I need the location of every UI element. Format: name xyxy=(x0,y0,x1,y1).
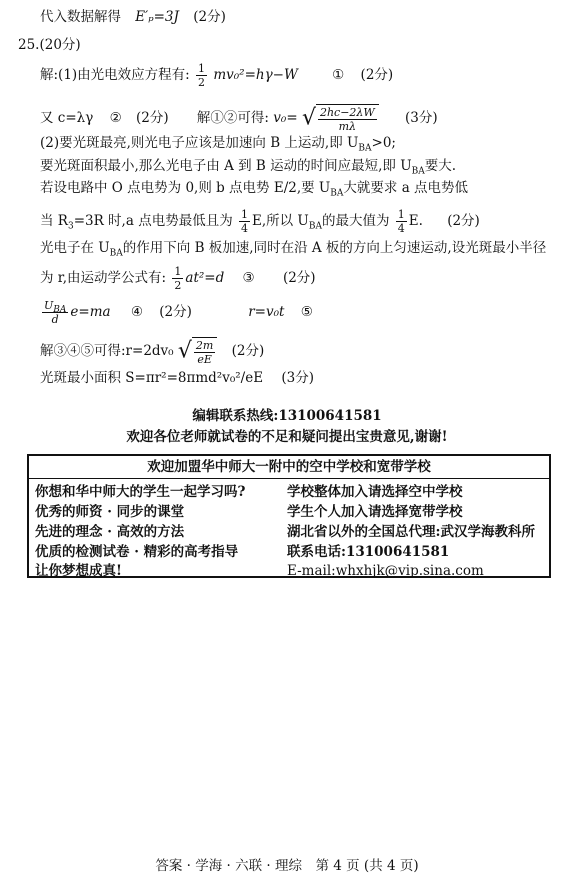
part2-line-7 xyxy=(40,299,313,326)
p2-6-score: (2分) xyxy=(282,270,316,286)
part2-line-2 xyxy=(40,157,456,175)
p2-4-frac xyxy=(239,208,250,235)
p2-7-frac-num-sub: BA xyxy=(53,305,67,316)
contact-hotline: 编辑联系热线:13100641581 xyxy=(192,408,382,424)
s1-fraction xyxy=(196,62,207,89)
s2-solve-text: 解①②可得: xyxy=(196,110,269,126)
p2-4-sub-2: BA xyxy=(308,221,322,232)
part2-line-3 xyxy=(40,179,468,197)
p2-4-text-a: 当 R xyxy=(40,213,68,229)
p2-3-end: 大就要求 a 点电势低 xyxy=(343,180,469,196)
p2-4-frac-den: 4 xyxy=(241,222,248,235)
part2-line-5 xyxy=(40,239,546,257)
s1-text: 解:(1)由光电效应方程有: xyxy=(40,67,190,83)
advertisement-box xyxy=(27,454,551,578)
prev-answer-text: 代入数据解得 xyxy=(40,9,121,25)
p2-7-mark-2: ⑤ xyxy=(300,304,313,320)
p2-8-sqrt xyxy=(178,337,217,366)
p2-5-text: 光电子在 U xyxy=(40,240,110,256)
p2-8-score: (2分) xyxy=(231,343,265,359)
p2-7-equation-2: r=v₀t xyxy=(248,304,285,320)
ad-divider xyxy=(29,478,549,479)
sqrt-sign-icon: √ xyxy=(301,105,316,131)
p2-5-sub: BA xyxy=(109,248,123,259)
contact-welcome: 欢迎各位老师就试卷的不足和疑问提出宝贵意见,谢谢! xyxy=(126,429,448,445)
s2-score: (2分) xyxy=(136,110,169,126)
ad-left-item: 让你梦想成真! xyxy=(35,563,122,579)
s1-score: (2分) xyxy=(360,67,394,83)
sqrt-sign-icon-2: √ xyxy=(177,338,192,364)
part2-line-9 xyxy=(40,369,314,387)
p2-9-score: (3分) xyxy=(281,370,314,386)
question-number: 25.(20分) xyxy=(18,37,81,53)
p2-3-text: 若设电路中 O 点电势为 0,则 b 点电势 E/2,要 U xyxy=(40,180,331,196)
p2-4-frac-num: 1 xyxy=(241,208,248,221)
p2-8-text: 解③④⑤可得:r=2dv₀ xyxy=(40,343,174,359)
p2-4-frac2-den: 4 xyxy=(397,222,405,235)
s2-text: 又 c=λγ xyxy=(40,110,94,126)
p2-5-end: 的作用下向 B 板加速,同时在沿 A 板的方向上匀速运动,设光斑最小半径 xyxy=(122,240,547,256)
ad-left-item: 优质的检测试卷 · 精彩的高考指导 xyxy=(35,544,239,560)
p2-7-score: (2分) xyxy=(159,304,192,320)
s1-equation: mv₀²=hγ−W xyxy=(213,67,298,83)
p2-6-frac xyxy=(172,265,183,292)
p2-1-text: (2)要光斑最亮,则光电子应该是加速向 B 上运动,即 U xyxy=(40,135,359,151)
ad-right-item: 学校整体加入请选择空中学校 xyxy=(287,484,463,500)
prev-answer-score: (2分) xyxy=(193,9,226,25)
s1-frac-den: 2 xyxy=(198,76,206,89)
s2-v0: v₀= xyxy=(273,110,298,126)
ad-left-item: 你想和华中师大的学生一起学习吗? xyxy=(35,484,246,500)
ad-left-item: 优秀的师资 · 同步的课堂 xyxy=(35,504,185,520)
prev-answer-equation: E′ₚ=3J xyxy=(135,9,179,25)
p2-6-mark: ③ xyxy=(242,270,255,286)
page-footer: 答案 · 学海 · 六联 · 理综 第 4 页 (共 4 页) xyxy=(155,858,419,874)
p2-4-text-c: E,所以 U xyxy=(252,213,309,229)
p2-4-sub: 3 xyxy=(67,221,74,232)
s1-frac-num: 1 xyxy=(198,62,206,75)
ad-left-item: 先进的理念 · 高效的方法 xyxy=(35,524,185,540)
p2-7-equation: e=ma xyxy=(70,304,111,320)
part2-line-8 xyxy=(40,337,264,366)
p2-6-equation: at²=d xyxy=(185,270,225,286)
s2-score-2: (3分) xyxy=(405,110,438,126)
p2-7-frac-num: U xyxy=(44,299,54,312)
p2-8-frac-den: eE xyxy=(194,352,215,366)
p2-7-mark: ④ xyxy=(130,304,143,320)
ad-email: E-mail:whxhjk@vip.sina.com xyxy=(287,563,484,579)
p2-6-text: 为 r,由运动学公式有: xyxy=(40,270,167,286)
s2-frac-den: mλ xyxy=(318,119,377,133)
p2-7-frac-den: d xyxy=(42,312,68,326)
s2-mark: ② xyxy=(109,110,122,126)
part2-line-1 xyxy=(40,134,396,152)
p2-4-text-d: 的最大值为 xyxy=(321,213,390,229)
p2-2-sub: BA xyxy=(411,166,425,177)
p2-2-text: 要光斑面积最小,那么光电子由 A 到 B 运动的时间应最短,即 U xyxy=(40,158,412,174)
ad-right-item: 联系电话:13100641581 xyxy=(287,544,450,560)
p2-4-text-b: =3R 时,a 点电势最低且为 xyxy=(73,213,233,229)
solution-line-1 xyxy=(40,62,393,89)
s2-frac-num: 2hc−2λW xyxy=(319,106,375,119)
prev-answer-line xyxy=(40,8,226,26)
s2-sqrt xyxy=(302,104,379,133)
p2-7-frac xyxy=(42,299,68,326)
ad-right-item: 学生个人加入请选择宽带学校 xyxy=(287,504,463,520)
solution-line-2 xyxy=(40,104,438,133)
p2-8-frac-num: 2m xyxy=(195,339,214,352)
p2-4-score: (2分) xyxy=(447,213,480,229)
ad-right-item: 湖北省以外的全国总代理:武汉学海教科所 xyxy=(287,524,535,540)
p2-3-sub: BA xyxy=(330,188,344,199)
p2-4-text-e: E. xyxy=(408,213,423,229)
p2-6-frac-num: 1 xyxy=(174,265,182,278)
p2-6-frac-den: 2 xyxy=(174,279,182,292)
ad-title: 欢迎加盟华中师大一附中的空中学校和宽带学校 xyxy=(147,459,431,475)
p2-2-end: 要大. xyxy=(424,158,457,174)
p2-4-frac-2 xyxy=(396,208,407,235)
p2-9-text: 光斑最小面积 S=πr²=8πmd²v₀²/eE xyxy=(40,370,264,386)
part2-line-6 xyxy=(40,265,316,292)
p2-4-frac2-num: 1 xyxy=(397,208,405,221)
part2-line-4 xyxy=(40,208,480,235)
s1-mark: ① xyxy=(332,67,345,83)
p2-1-sub: BA xyxy=(358,143,372,154)
p2-1-end: >0; xyxy=(371,135,396,151)
